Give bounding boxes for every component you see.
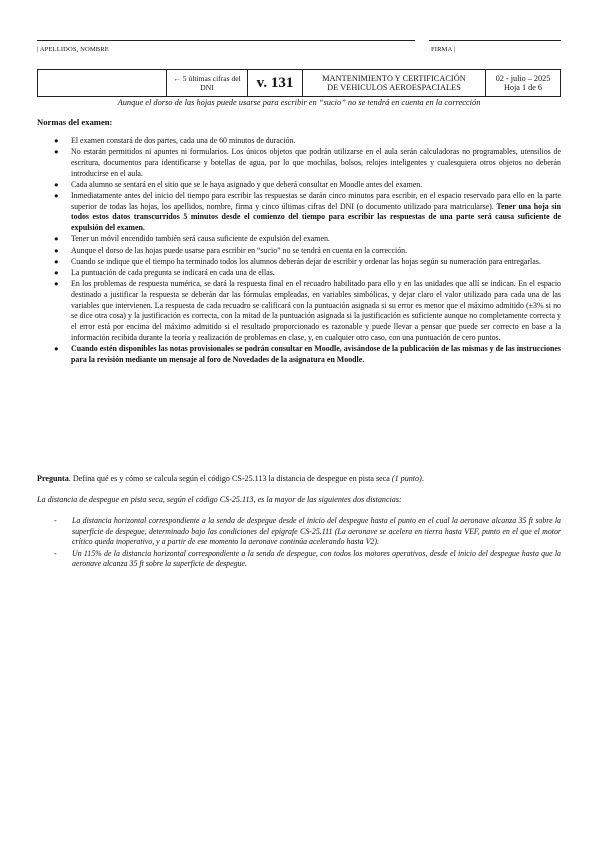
bullet-icon: ● bbox=[54, 234, 59, 244]
dni-entry-box[interactable] bbox=[38, 70, 167, 97]
bullet-icon: ● bbox=[54, 191, 59, 201]
rule-item bbox=[37, 246, 561, 257]
exam-rules-list bbox=[37, 136, 561, 366]
course-title-line1: MANTENIMIENTO Y CERTIFICACIÓN bbox=[322, 74, 466, 83]
exam-date: 02 - julio – 2025 bbox=[495, 73, 551, 83]
rule-item bbox=[37, 257, 561, 268]
bullet-icon: ● bbox=[54, 343, 59, 353]
bullet-icon: ● bbox=[54, 256, 59, 266]
rule-item bbox=[37, 344, 561, 365]
question-label: Pregunta bbox=[37, 474, 69, 483]
page-indicator: Hoja 1 de 6 bbox=[504, 83, 542, 92]
rule-bold-text: Cuando estén disponibles las notas provisionales se podrán consultar en Moodle, avisándose de la publicación de las mismas y de las instrucciones para la revisión mediante un mensaje al foro de Novedades de la asignatura en Moodle. bbox=[71, 343, 561, 364]
rule-text: Cada alumno se sentará en el sitio que se le haya asignado y que deberá consultar en Moodle antes del examen. bbox=[71, 179, 423, 189]
name-signature-line bbox=[37, 40, 415, 41]
apellidos-label: | APELLIDOS, NOMBRE bbox=[37, 46, 109, 53]
bullet-icon: ● bbox=[54, 245, 59, 255]
rule-text: En los problemas de respuesta numérica, se dará la respuesta final en el recuadro habilitado para ello y en las unidades que allí se indican. En el espacio destinado a justificar la respuesta se deberán dar las fórmulas empleadas, en variables simbólicas, y dejar claro el valor utilizado para cada una de las variables que intervienen. La respuesta de cada recuadro se calificará con la puntuación asignada si su error es menor que el máximo admitido (±3% si no se dice otra cosa) y la justificación es correcta, con la mitad de la puntuación asignada si la justificación es suficiente aunque no completamente correcta y el error está por encima del máximo admitido si el resultado proporcionado es razonable y puede llevar a pensar que puede ser correcto en base a la información recibida durante la teoría y realización de problemas en clase, y, en cualquier otro caso, con una puntuación de cero puntos. bbox=[71, 279, 561, 342]
rule-item bbox=[37, 279, 561, 343]
rule-bold-text: Tener una hoja sin todos estos datos transcurridos 5 minutos desde el comienzo del tiempo para escribir las respuestas de una parte será causa suficiente de expulsión del examen. bbox=[71, 201, 561, 233]
answer-text: La distancia horizontal correspondiente a la senda de despegue desde el inicio del despegue hasta el punto en el cual la aeronave alcanza 35 ft sobre la superficie de despegue, determinado bajo las condiciones del epígrafe CS-25.111 (La aeronave se acelera en tierra hasta VEF, punto en el que el motor crítico queda inoperativo, y a partir de ese momento la aeronave continúa acelerando hasta V2). bbox=[72, 516, 561, 547]
answer-item bbox=[37, 549, 561, 570]
course-title-cell bbox=[303, 70, 486, 97]
dash-bullet: - bbox=[54, 548, 57, 558]
version-number: v. 131 bbox=[248, 70, 303, 97]
rule-text: El examen constará de dos partes, cada una de 60 minutos de duración. bbox=[71, 136, 296, 145]
question-end: . bbox=[421, 474, 424, 483]
rule-text: Tener un móvil encendido también será causa suficiente de expulsión del examen. bbox=[71, 234, 330, 244]
rule-text: Aunque el dorso de las hojas puede usarse para escribir en “sucio” no se tendrá en cuenta en la corrección. bbox=[71, 245, 408, 255]
rule-item bbox=[37, 136, 561, 147]
rule-item bbox=[37, 180, 561, 191]
dni-caption-cell: ← 5 últimas cifras del DNI bbox=[167, 70, 248, 97]
rule-text: La puntuación de cada pregunta se indicará en cada una de ellas. bbox=[71, 267, 275, 277]
date-page-cell bbox=[486, 70, 561, 97]
rule-text: No estarán permitidos ni apuntes ni formularios. Los únicos objetos que podrán utilizarse en el aula serán calculadoras no programables, utensilios de escritura, documentos para identificarse y botellas de agua, por lo que mochilas, bolsos, relojes inteligentes y cualesquiera otros objetos no deberán introducirse en el aula. bbox=[71, 147, 561, 178]
firma-signature-line bbox=[429, 40, 561, 41]
bullet-icon: ● bbox=[54, 147, 59, 157]
question-paragraph bbox=[37, 474, 561, 483]
bullet-icon: ● bbox=[54, 279, 59, 289]
answer-list bbox=[37, 516, 561, 571]
exam-header-table bbox=[37, 69, 561, 97]
firma-label: FIRMA | bbox=[431, 46, 456, 53]
bullet-icon: ● bbox=[54, 136, 59, 145]
rule-text: Cuando se indique que el tiempo ha terminado todos los alumnos deberán dejar de escribir y ordenar las hojas según su numeración para entregarlas. bbox=[71, 256, 541, 266]
rule-item bbox=[37, 147, 561, 179]
answer-intro: La distancia de despegue en pista seca, según el código CS-25.113, es la mayor de las siguientes dos distancias: bbox=[37, 495, 402, 504]
rule-item bbox=[37, 268, 561, 279]
normas-title: Normas del examen: bbox=[37, 117, 113, 127]
bullet-icon: ● bbox=[54, 179, 59, 189]
rule-item bbox=[37, 191, 561, 234]
rule-text: Inmediatamente antes del inicio del tiempo para escribir las respuestas se darán cinco minutos para escribir, en el espacio reservado para ello en la parte superior de todas las hojas, los apellidos, nombre, firma y cinco últimas cifras del DNI (o documento utilizado para matricularse). bbox=[71, 191, 561, 211]
question-points: (1 punto) bbox=[391, 474, 422, 483]
course-title-line2: DE VEHICULOS AEROESPACIALES bbox=[327, 83, 461, 92]
answer-text: Un 115% de la distancia horizontal correspondiente a la senda de despegue, con todos los motores operativos, desde el inicio del despegue hasta que la aeronave alcanza 35 ft sobre la superficie de despegue. bbox=[72, 548, 561, 569]
intro-note: Aunque el dorso de las hojas puede usarse para escribir en “sucio” no se tendrá en cuenta en la corrección bbox=[117, 98, 481, 107]
question-text: . Defina qué es y cómo se calcula según el código CS-25.113 la distancia de despegue en pista seca bbox=[68, 474, 392, 483]
bullet-icon: ● bbox=[54, 267, 59, 277]
rule-item bbox=[37, 234, 561, 245]
answer-item bbox=[37, 516, 561, 548]
dash-bullet: - bbox=[54, 516, 57, 525]
